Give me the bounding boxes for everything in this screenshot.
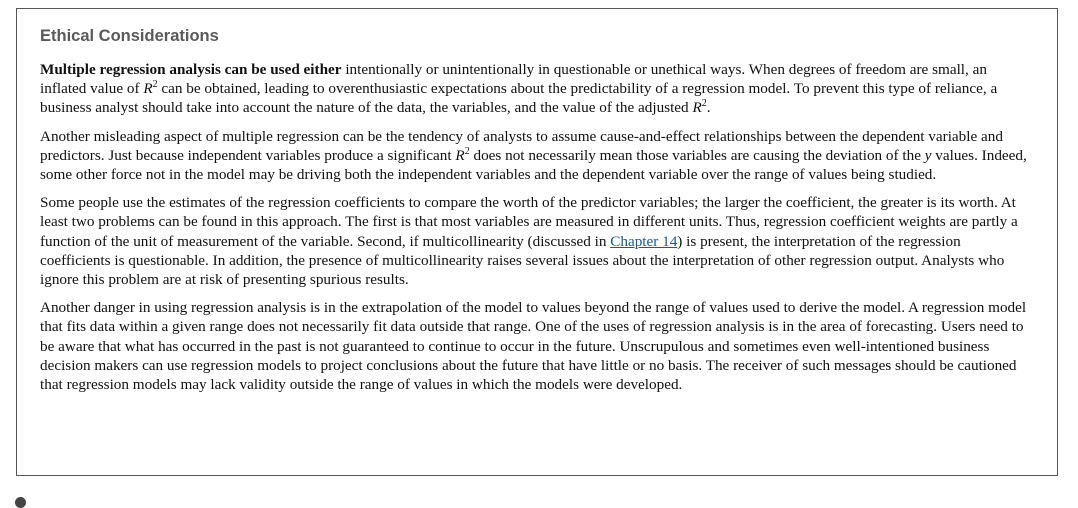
paragraph-2-text-2: does not necessarily mean those variables are causing the deviation of the	[469, 146, 925, 164]
paragraph-1	[40, 60, 1034, 118]
superscript-2: 2	[152, 79, 158, 91]
r-squared-variable: R	[143, 80, 153, 98]
r-squared-variable: R	[455, 146, 465, 164]
paragraph-2-text-1: Another misleading aspect of multiple regression can be the tendency of analysts to assume cause-and-effect relationships between the dependent variable and predictors. Just because independent variables produce a significant	[40, 127, 1003, 164]
paragraph-2	[40, 127, 1034, 185]
adjusted-r-squared-variable: R	[692, 99, 702, 117]
paragraph-3-text-1: Some people use the estimates of the regression coefficients to compare the worth of the predictor variables; the larger the coefficient, the greater is its worth. At least two problems can be found in this approach. The first is that most variables are measured in different units. Thus, regression coefficient weights are partly a function of the unit of measurement of the variable. Second, if multicollinearity (discussed in	[40, 194, 1018, 250]
paragraph-4-text-1: Another danger in using regression analysis is in the extrapolation of the model to values beyond the range of values used to derive the model. A regression model that fits data within a given range does not necessarily fit data outside that range. One of the uses of regression analysis is in the area of forecasting. Users need to be aware that what has occurred in the past is not guaranteed to continue to occur in the future. Unscrupulous and sometimes even well-intentioned business decision makers can use regression models to project conclusions about the future that have little or no basis. The receiver of such messages should be cautioned that regression models may lack validity outside the range of values in which the models were developed.	[40, 299, 1027, 394]
section-heading: Ethical Considerations	[40, 27, 219, 45]
paragraph-1-text-1: intentionally or unintentionally in questionable or unethical ways. When degrees of freedom are small, an inflated value of	[40, 61, 987, 98]
superscript-2: 2	[701, 98, 707, 110]
paragraph-1-lead: Multiple regression analysis can be used either	[40, 61, 342, 78]
ethical-considerations-box	[16, 8, 1058, 476]
paragraph-1-text-2: can be obtained, leading to overenthusiastic expectations about the predictability of a regression model. To prevent this type of reliance, a business analyst should take into account the nature of the data, the variables, and the value of the adjusted	[40, 80, 998, 117]
chapter-14-link[interactable]: Chapter 14	[610, 232, 678, 250]
paragraph-1-text-3: .	[706, 99, 711, 117]
paragraph-3-text-2: ) is present, the interpretation of the regression coefficients is questionable. In addition, the presence of multicollinearity raises several issues about the interpretation of other regression output. Analysts who ignore this problem are at risk of presenting spurious results.	[40, 232, 1005, 289]
bullet-dot	[15, 497, 26, 508]
superscript-2: 2	[464, 145, 470, 157]
y-variable: y	[924, 146, 932, 164]
paragraph-4	[40, 298, 1034, 394]
paragraph-2-text-3: values. Indeed, some other force not in the model may be driving both the independent variables and the dependent variable over the range of values being studied.	[40, 146, 1027, 184]
paragraph-3	[40, 193, 1034, 289]
